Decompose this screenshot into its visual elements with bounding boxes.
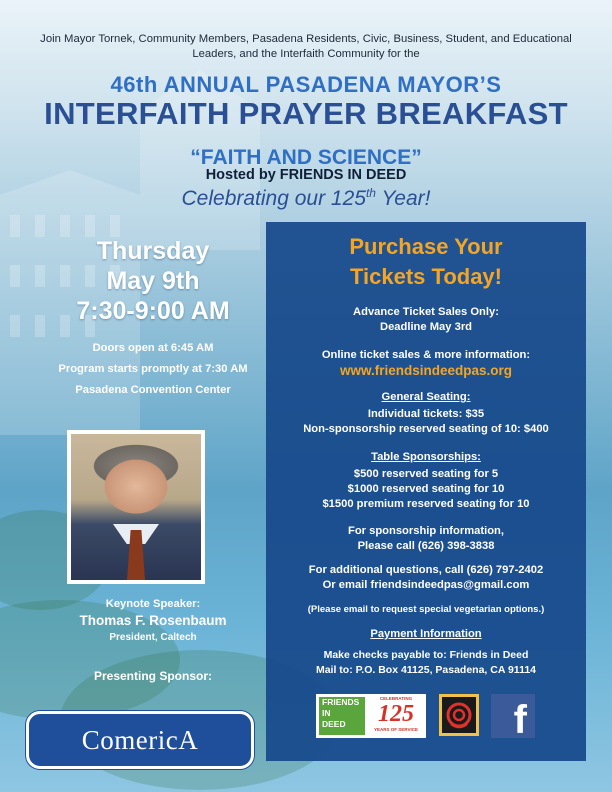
table-1500: $1500 premium reserved seating for 10 (322, 498, 530, 510)
anniv-bottom: YEARS OF SERVICE (374, 727, 418, 732)
mail-address: Mail to: P.O. Box 41125, Pasadena, CA 91114 (315, 664, 537, 676)
payment-heading: Payment Information (370, 628, 482, 640)
table-500: $500 reserved seating for 5 (353, 468, 499, 480)
event-day: Thursday (96, 237, 210, 265)
contact-email[interactable]: Or email friendsindeedpas@gmail.com (322, 579, 530, 591)
fid-line1: FRIENDS (322, 697, 360, 707)
tickets-heading-1: Purchase Your (349, 234, 503, 259)
celebrating-end: Year! (375, 187, 431, 210)
checks-payable: Make checks payable to: Friends in Deed (323, 649, 529, 661)
venue: Pasadena Convention Center (75, 384, 231, 396)
individual-tickets: Individual tickets: $35 (367, 408, 485, 420)
event-date (40, 236, 266, 326)
advance-sales: Advance Ticket Sales Only: (353, 306, 499, 318)
tickets-heading-2: Tickets Today! (349, 264, 502, 289)
keynote-speaker-photo (67, 430, 205, 584)
event-theme: “FAITH AND SCIENCE” (190, 146, 422, 169)
keynote-title: President, Caltech (109, 632, 197, 643)
event-title-line2: INTERFAITH PRAYER BREAKFAST (44, 96, 568, 131)
event-month-day: May 9th (106, 267, 200, 295)
comerica-logo-text: ComericA (81, 725, 199, 755)
fid-line3: DEED (322, 719, 346, 729)
vegetarian-note: (Please email to request special vegetarian options.) (307, 604, 545, 615)
facebook-icon[interactable] (491, 694, 535, 742)
sponsorship-info: For sponsorship information, (347, 525, 504, 537)
questions-phone: For additional questions, call (626) 797-2402 (308, 564, 544, 576)
event-title-line1: 46th ANNUAL PASADENA MAYOR’S (110, 72, 502, 97)
rose-logo-icon (439, 694, 479, 736)
friends-in-deed-logo (316, 694, 426, 738)
doors-open: Doors open at 6:45 AM (92, 342, 214, 354)
rose-icon (439, 694, 479, 736)
keynote-label: Keynote Speaker: (105, 598, 201, 610)
anniv-top: CELEBRATING (379, 696, 413, 701)
celebrating-ordinal: th (365, 186, 376, 200)
intro-text: Join Mayor Tornek, Community Members, Pasadena Residents, Civic, Business, Student, and Educational Leaders, and the Interfaith Community for the (40, 33, 572, 60)
general-seating-heading: General Seating: (381, 391, 471, 403)
anniv-number: 125 (378, 701, 414, 727)
event-time: 7:30-9:00 AM (76, 297, 230, 325)
deadline: Deadline May 3rd (379, 321, 473, 333)
celebrating-line (0, 186, 612, 211)
website-link[interactable]: www.friendsindeedpas.org (339, 363, 513, 378)
comerica-logo (26, 711, 254, 769)
hosted-by: Hosted by FRIENDS IN DEED (205, 167, 407, 183)
program-start: Program starts promptly at 7:30 AM (58, 363, 248, 375)
facebook-glyph: f (513, 698, 527, 742)
keynote-name: Thomas F. Rosenbaum (79, 613, 227, 628)
celebrating-text: Celebrating our 125 (181, 187, 366, 210)
fid-line2: IN (322, 708, 331, 718)
table-sponsorships-heading: Table Sponsorships: (371, 451, 481, 463)
presenting-sponsor-label: Presenting Sponsor: (93, 669, 212, 683)
nonsponsor-seating: Non-sponsorship reserved seating of 10: $400 (303, 423, 549, 435)
table-1000: $1000 reserved seating for 10 (347, 483, 505, 495)
online-label: Online ticket sales & more information: (321, 349, 531, 361)
tickets-panel (266, 222, 586, 761)
sponsorship-phone: Please call (626) 398-3838 (357, 540, 495, 552)
